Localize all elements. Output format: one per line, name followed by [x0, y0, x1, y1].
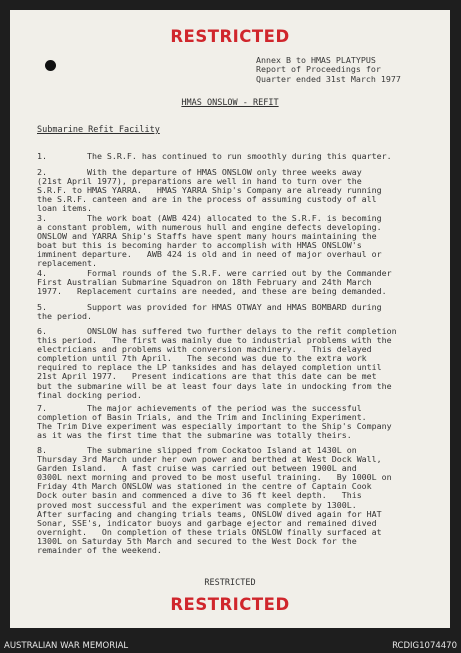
- paragraph-1: 1. The S.R.F. has continued to run smoothly during this quarter.: [37, 151, 392, 161]
- document-title: [10, 98, 450, 108]
- restricted-footer-text: RESTRICTED: [204, 578, 256, 588]
- paragraph-8: 8. The submarine slipped from Cockatoo Island at 1430L on Thursday 3rd March under her own power and berthed at West Dock Wall, Garden Island. A fast cruise was carried out between 1900L and 0300L next morning and proved to be most useful training. By 1000L on Friday 4th March ONSLOW was stationed in the centre of Captain Cook Dock outer basin and commenced a dive to 36 ft keel depth. This proved most successful and the experiment was complete by 1300L. After surfacing and changing trials teams, ONSLOW dived again for HAT Sonar, SSE's, indicator buoys and garbage ejector and remained dived overnight. On completion of these trials ONSLOW finally surfaced at 1300L on Saturday 5th March and secured to the West Dock for the remainder of the weekend.: [37, 445, 392, 556]
- document-page: [10, 10, 450, 628]
- restricted-stamp-top: RESTRICTED: [170, 27, 290, 46]
- document-title-text: HMAS ONSLOW - REFIT: [181, 98, 279, 108]
- archive-name: AUSTRALIAN WAR MEMORIAL: [4, 641, 129, 651]
- paragraph-6: 6. ONSLOW has suffered two further delays to the refit completion this period. The first was mainly due to industrial problems with the electricians and problems with conversion machinery. This delayed completion until 7th April. The second was due to the extra work required to replace the LP tanksides and has delayed completion until 21st April 1977. Present indications are that this date can be met but the submarine will be at least four days late in undocking from the final docking period.: [37, 326, 397, 400]
- archive-footer-bar: [0, 640, 461, 653]
- section-heading: Submarine Refit Facility: [37, 125, 160, 135]
- paragraph-4: 4. Formal rounds of the S.R.F. were carried out by the Commander First Australian Submarine Squadron on 18th February and 24th March 1977. Replacement curtains are needed, and these are being demanded.: [37, 268, 392, 297]
- paragraph-3: 3. The work boat (AWB 424) allocated to the S.R.F. is becoming a constant problem, with numerous hull and engine defects developing. ONSLOW and YARRA Ship's Staffs have spent many hours maintaining the boat but this is becoming harder to accomplish with HMAS ONSLOW's imminent departure. AWB 424 is old and in need of major overhaul or replacement.: [37, 213, 382, 269]
- restricted-stamp-bottom: RESTRICTED: [170, 595, 290, 614]
- paragraph-2: 2. With the departure of HMAS ONSLOW only three weeks away (21st April 1977), preparations are well in hand to turn over the S.R.F. to HMAS YARRA. HMAS YARRA Ship's Company are already running the S.R.F. canteen and are in the process of assuming custody of all loan items.: [37, 167, 382, 214]
- paragraph-5: 5. Support was provided for HMAS OTWAY and HMAS BOMBARD during the period.: [37, 302, 382, 322]
- punch-hole: [45, 60, 56, 71]
- paragraph-7: 7. The major achievements of the period was the successful completion of Basin Trials, and the Trim and Inclining Experiment. The Trim Dive experiment was especially important to the Ship's Company as it was the first time that the submarine was totally theirs.: [37, 403, 392, 441]
- archive-record-id: RCDIG1074470: [392, 641, 457, 651]
- annex-reference: Annex B to HMAS PLATYPUS Report of Proceedings for Quarter ended 31st March 1977: [256, 55, 401, 84]
